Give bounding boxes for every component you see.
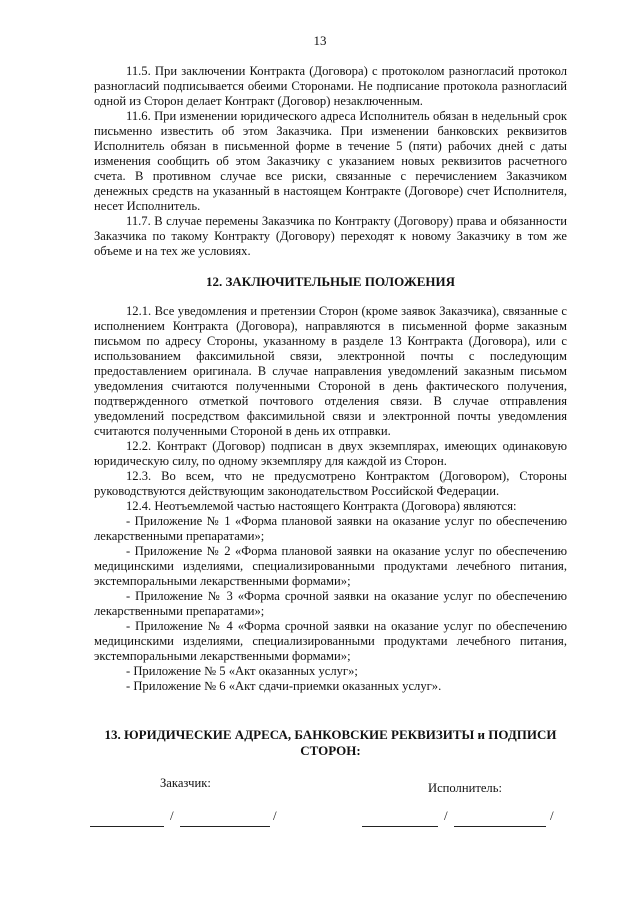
customer-signature-slash-2: / xyxy=(273,808,277,823)
section-13-heading xyxy=(94,727,567,759)
contractor-signature-slash-1: / xyxy=(444,808,448,823)
contractor-label: Исполнитель: xyxy=(428,781,502,795)
customer-signature-line xyxy=(90,826,164,827)
section-12-heading: 12. ЗАКЛЮЧИТЕЛЬНЫЕ ПОЛОЖЕНИЯ xyxy=(205,274,456,289)
clause-12-1: 12.1. Все уведомления и претензии Сторон (кроме заявок Заказчика), связанные с исполнением Контракта (Договора), направляются в письменной форме заказным письмом по адресу Стороны, указанному в разделе 13 Контракта (Договора), или с использованием факсимильной связи, электронной почты с последующим предоставлением оригинала. В случае направления уведомлений заказным письмом уведомления считаются полученными Стороной в день фактического получения, подтвержденного отметкой почтового отделения связи. В случае отправления уведомлений посредством факсимильной связи и электронной почты уведомления считаются полученными Стороной в день их отправки. xyxy=(94,304,567,438)
customer-label: Заказчик: xyxy=(160,776,211,790)
section-13-heading-line-1: 13. ЮРИДИЧЕСКИЕ АДРЕСА, БАНКОВСКИЕ РЕКВИЗИТЫ и ПОДПИСИ xyxy=(104,727,557,742)
clause-11-7: 11.7. В случае перемены Заказчика по Контракту (Договору) права и обязанности Заказчика по такому Контракту (Договору) переходят к новому Заказчику в том же объеме и на тех же условиях. xyxy=(94,214,567,258)
contractor-name-line xyxy=(454,826,546,827)
contractor-signature-line xyxy=(362,826,438,827)
clause-12-2: 12.2. Контракт (Договор) подписан в двух экземплярах, имеющих одинаковую юридическую силу, по одному экземпляру для каждой из Сторон. xyxy=(94,439,567,468)
appendix-3: - Приложение № 3 «Форма срочной заявки на оказание услуг по обеспечению лекарственными препаратами»; xyxy=(94,589,567,618)
section-13-heading-line-2: СТОРОН: xyxy=(300,743,361,758)
appendix-2: - Приложение № 2 «Форма плановой заявки на оказание услуг по обеспечению медицинскими изделиями, специализированными продуктами лечебного питания, экстемпоральными лекарственными формами»; xyxy=(94,544,567,588)
appendix-6: - Приложение № 6 «Акт сдачи-приемки оказанных услуг». xyxy=(126,679,442,693)
appendix-5: - Приложение № 5 «Акт оказанных услуг»; xyxy=(126,664,358,678)
clause-11-6: 11.6. При изменении юридического адреса Исполнитель обязан в недельный срок письменно известить об этом Заказчика. При изменении банковских реквизитов Исполнитель обязан в письменной форме в течение 5 (пяти) рабочих дней с даты изменения сообщить об этом Заказчику с указанием новых реквизитов расчетного счета. В противном случае все риски, связанные с перечислением Заказчиком денежных средств на указанный в настоящем Контракте (Договоре) счет Исполнителя, несет Исполнитель. xyxy=(94,109,567,213)
section-11-continuation xyxy=(94,64,567,259)
customer-signature-slash-1: / xyxy=(170,808,174,823)
clause-12-3: 12.3. Во всем, что не предусмотрено Контрактом (Договором), Стороны руководствуются действующим законодательством Российской Федерации. xyxy=(94,469,567,498)
section-12-body xyxy=(94,304,567,694)
page-number: 13 xyxy=(313,33,327,48)
clause-11-5: 11.5. При заключении Контракта (Договора) с протоколом разногласий протокол разногласий подписывается обеими Сторонами. Не подписание протокола разногласий одной из Сторон делает Контракт (Договор) незаключенным. xyxy=(94,64,567,108)
contractor-signature-slash-2: / xyxy=(550,808,554,823)
appendix-1: - Приложение № 1 «Форма плановой заявки на оказание услуг по обеспечению лекарственными препаратами»; xyxy=(94,514,567,543)
customer-name-line xyxy=(180,826,270,827)
appendix-4: - Приложение № 4 «Форма срочной заявки на оказание услуг по обеспечению медицинскими изделиями, специализированными продуктами лечебного питания, экстемпоральными лекарственными формами»; xyxy=(94,619,567,663)
clause-12-4: 12.4. Неотъемлемой частью настоящего Контракта (Договора) являются: xyxy=(126,499,517,513)
